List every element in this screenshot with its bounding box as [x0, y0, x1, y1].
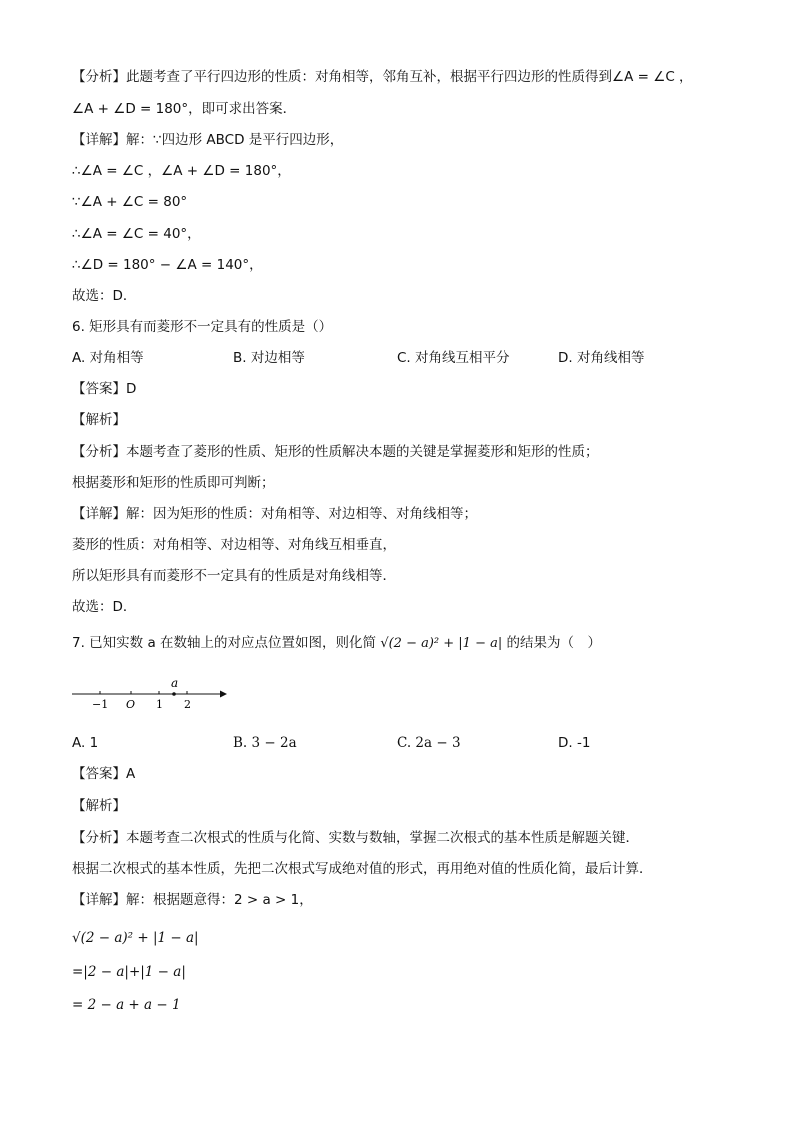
q5-detail: 【详解】解：∵四边形 ABCD 是平行四边形，: [72, 132, 344, 148]
q6-rhombus: 菱形的性质：对角相等、对边相等、对角线互相垂直，: [72, 537, 396, 553]
q7-option-b: B. 3 − 2a: [233, 735, 297, 751]
q7-option-d: D. -1: [558, 735, 591, 751]
q7-option-a: A. 1: [72, 735, 99, 751]
q5-step-1: ∴∠A = ∠C ，∠A + ∠D = 180°，: [72, 163, 291, 179]
q6-option-b: B. 对边相等: [233, 350, 305, 366]
tick-label-minus-one: −1: [92, 698, 109, 711]
q7-stem-expression: √(2 − a)² + |1 − a|: [380, 636, 503, 651]
number-line-arrow: [220, 691, 227, 698]
point-a-label: a: [171, 676, 179, 690]
q7-option-c: C. 2a − 3: [397, 735, 461, 751]
q7-expression-2: =|2 − a|+|1 − a|: [72, 964, 186, 980]
q6-answer: 【答案】D: [72, 381, 137, 397]
q7-analysis-cont: 根据二次根式的基本性质，先把二次根式写成绝对值的形式，再用绝对值的性质化简，最后计算．: [72, 861, 653, 877]
q6-option-d: D. 对角线相等: [558, 350, 645, 366]
q7-detail: 【详解】解：根据题意得：2 > a > 1，: [72, 892, 313, 908]
q6-choice: 故选：D．: [72, 599, 137, 615]
q7-analysis: 【分析】本题考查二次根式的性质与化简、实数与数轴，掌握二次根式的基本性质是解题关键．: [72, 830, 639, 846]
tick-label-origin: O: [126, 698, 136, 711]
q5-choice: 故选：D．: [72, 288, 137, 304]
number-line: [70, 674, 230, 714]
q6-analysis-cont: 根据菱形和矩形的性质即可判断；: [72, 475, 275, 491]
q7-expression-1: √(2 − a)² + |1 − a|: [72, 930, 199, 946]
tick-label-one: 1: [156, 698, 163, 711]
q6-stem: 6. 矩形具有而菱形不一定具有的性质是（）: [72, 319, 333, 335]
q5-analysis-cont: ∠A + ∠D = 180°，即可求出答案．: [72, 101, 297, 117]
q5-analysis: 【分析】此题考查了平行四边形的性质：对角相等，邻角互补，根据平行四边形的性质得到∠A = ∠C ，: [72, 69, 693, 85]
q7-answer: 【答案】A: [72, 766, 136, 782]
q6-option-c: C. 对角线互相平分: [397, 350, 510, 366]
q6-detail: 【详解】解：因为矩形的性质：对角相等、对边相等、对角线相等；: [72, 506, 477, 522]
q6-parse-heading: 【解析】: [72, 412, 126, 428]
q7-stem-pre: 7. 已知实数 a 在数轴上的对应点位置如图，则化简: [72, 635, 377, 651]
q7-stem-post: 的结果为（ ）: [506, 635, 602, 651]
q6-analysis: 【分析】本题考查了菱形的性质、矩形的性质解决本题的关键是掌握菱形和矩形的性质；: [72, 444, 599, 460]
q5-step-2: ∵∠A + ∠C = 80°: [72, 194, 188, 210]
q7-expression-3: = 2 − a + a − 1: [72, 997, 181, 1013]
q7-parse-heading: 【解析】: [72, 798, 126, 814]
q6-conclusion: 所以矩形具有而菱形不一定具有的性质是对角线相等．: [72, 568, 396, 584]
tick-label-two: 2: [184, 698, 191, 711]
q6-option-a: A. 对角相等: [72, 350, 144, 366]
q7-stem: [72, 634, 601, 653]
q5-step-3: ∴∠A = ∠C = 40°，: [72, 226, 201, 242]
point-a: [172, 692, 176, 696]
q5-step-4: ∴∠D = 180° − ∠A = 140°，: [72, 257, 263, 273]
